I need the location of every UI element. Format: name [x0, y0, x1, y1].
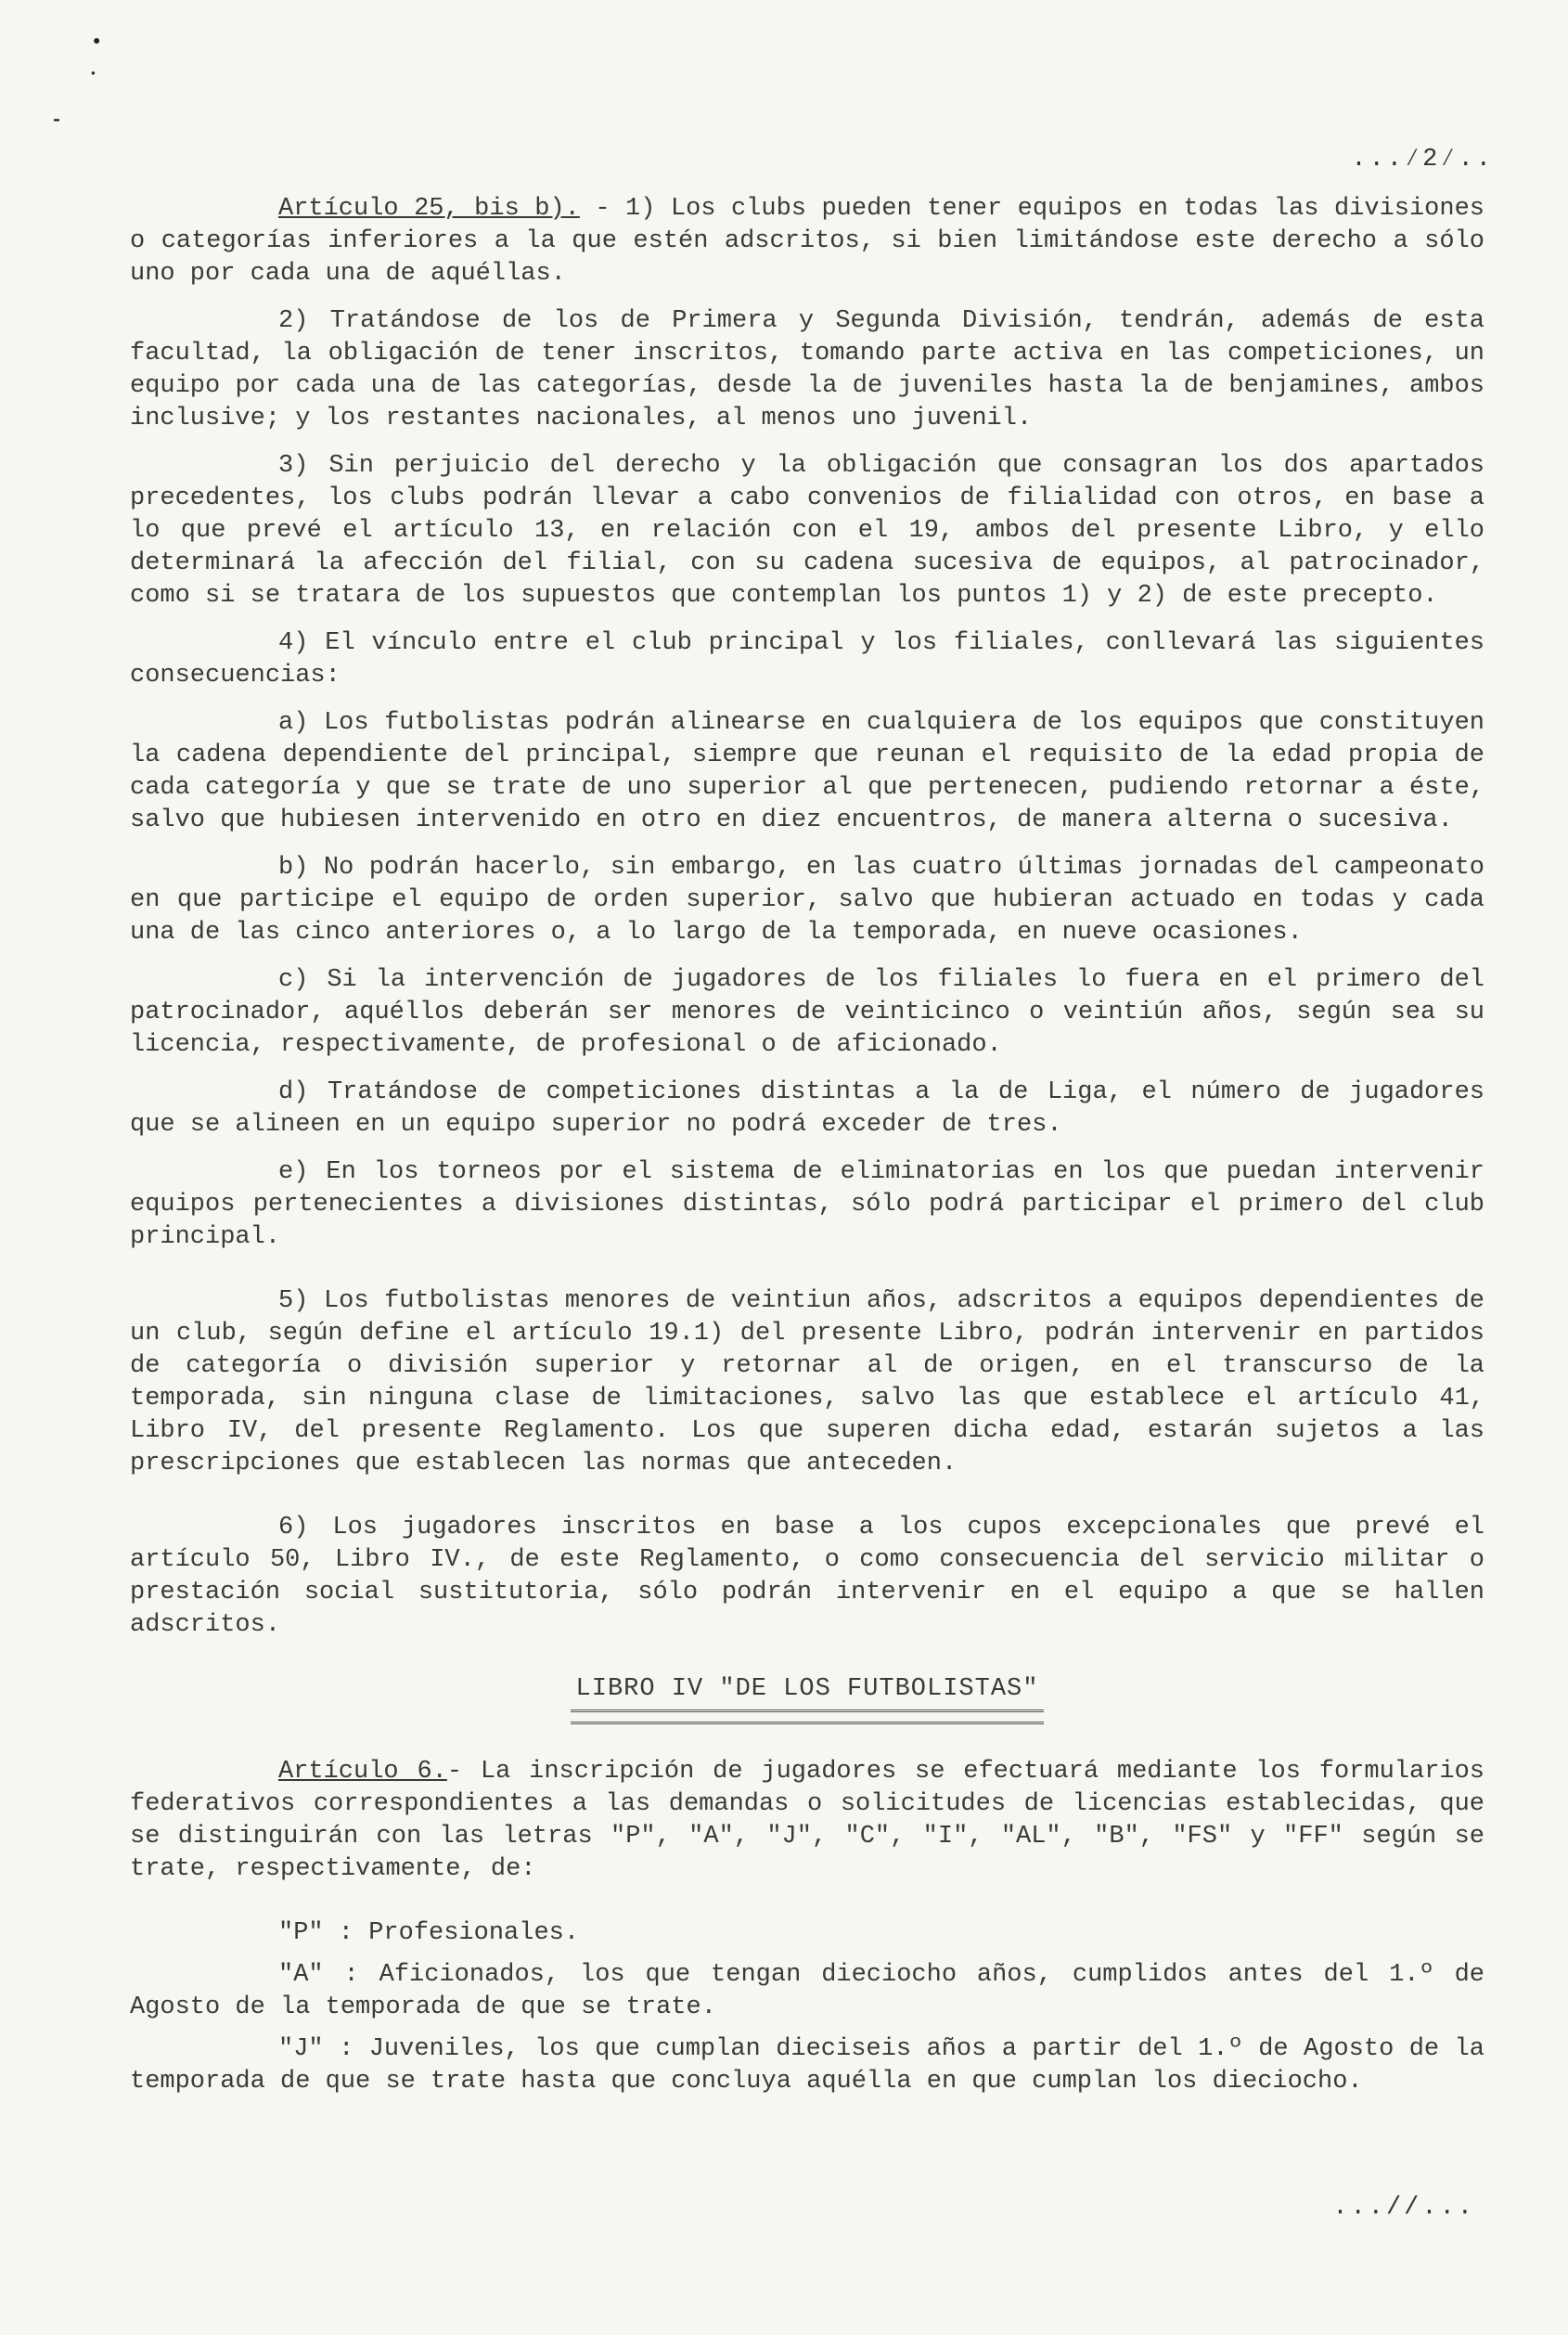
article-25-text: - 1) Los clubs pueden tener equipos en todas las divisiones o categorías inferiores a la que estén adscritos, si bien limitándose este derecho a sólo uno por cada una de aquéllas.	[130, 195, 1484, 288]
article-25-item-a: a) Los futbolistas podrán alinearse en cualquiera de los equipos que constituyen la cadena dependiente del principal, siempre que reunan el requisito de la edad propia de cada categoría y que se trate de uno superior al que pertenecen, pudiendo retornar a éste, salvo que hubiesen intervenido en otro en diez encuentros, de manera alterna o sucesiva.	[130, 709, 1484, 834]
article-25-item-d: d) Tratándose de competiciones distintas a la de Liga, el número de jugadores que se alineen en un equipo superior no podrá exceder de tres.	[130, 1078, 1484, 1139]
page-reference-bottom: ...//...	[1332, 2194, 1475, 2222]
article-25-paragraph-4: 4) El vínculo entre el club principal y los filiales, conllevará las siguientes consecuencias:	[130, 629, 1484, 690]
licence-code-item	[130, 2033, 1484, 2098]
speck-mark: ●	[93, 34, 101, 49]
licence-code-item	[130, 1917, 1484, 1950]
article-25-heading: Artículo 25, bis b).	[278, 195, 580, 223]
licence-code: "A" :	[278, 1961, 359, 1989]
book-title-double-underline	[571, 1709, 1044, 1724]
article-6-heading: Artículo 6.	[278, 1758, 447, 1786]
licence-code: "P" :	[278, 1919, 354, 1947]
article-25-paragraph-5: 5) Los futbolistas menores de veintiun años, adscritos a equipos dependientes de un club, según define el artículo 19.1) del presente Libro, podrán intervenir en partidos de categoría o división superior y retornar al de origen, en el transcurso de la temporada, sin ninguna clase de limitaciones, salvo las que establece el artículo 41, Libro IV, del presente Reglamento. Los que superen dicha edad, estarán sujetos a las prescripciones que establecen las normas que anteceden.	[130, 1287, 1484, 1477]
speck-mark: ●	[91, 70, 96, 78]
article-25-item-e: e) En los torneos por el sistema de eliminatorias en los que puedan intervenir equipos pertenecientes a divisiones distintas, sólo podrá participar el primero del club principal.	[130, 1158, 1484, 1251]
document-body	[130, 193, 1484, 2098]
article-25-paragraph-2: 2) Tratándose de los de Primera y Segunda División, tendrán, además de esta facultad, la obligación de tener inscritos, tomando parte activa en las competiciones, un equipo por cada una de las categorías, desde la de juveniles hasta la de benjamines, ambos inclusive; y los restantes nacionales, al menos uno juvenil.	[130, 307, 1484, 432]
licence-code-description: Aficionados, los que tengan dieciocho años, cumplidos antes del 1.º de Agosto de la temporada de que se trate.	[130, 1961, 1484, 2021]
licence-code-item	[130, 1959, 1484, 2024]
licence-code-description: Profesionales.	[353, 1919, 580, 1947]
article-6-text: - La inscripción de jugadores se efectuará mediante los formularios federativos correspondientes a las demandas o solicitudes de licencias establecidas, que se distinguirán con las letras "P", "A", "J", "C", "I", "AL", "B", "FS" y "FF" según se trate, respectivamente, de:	[130, 1758, 1485, 1883]
article-25-paragraph-1	[130, 193, 1484, 290]
licence-code: "J" :	[278, 2035, 354, 2063]
page-reference-top: ...∕2∕..	[1351, 146, 1494, 174]
speck-mark: ▬	[54, 115, 60, 125]
article-25-paragraph-6: 6) Los jugadores inscritos en base a los cupos excepcionales que prevé el artículo 50, Libro IV., de este Reglamento, o como consecuencia del servicio militar o prestación social sustitutoria, sólo podrán intervenir en el equipo a que se hallen adscritos.	[130, 1514, 1484, 1639]
book-title: LIBRO IV "DE LOS FUTBOLISTAS"	[575, 1675, 1039, 1703]
article-6-paragraph-1	[130, 1756, 1484, 1886]
licence-code-description: Juveniles, los que cumplan dieciseis años a partir del 1.º de Agosto de la temporada de que se trate hasta que concluya aquélla en que cumplan los dieciocho.	[130, 2035, 1484, 2096]
article-25-item-b: b) No podrán hacerlo, sin embargo, en las cuatro últimas jornadas del campeonato en que participe el equipo de orden superior, salvo que hubieran actuado en todas y cada una de las cinco anteriores o, a lo largo de la temporada, en nueve ocasiones.	[130, 854, 1484, 947]
article-25-paragraph-3: 3) Sin perjuicio del derecho y la obligación que consagran los dos apartados precedentes, los clubs podrán llevar a cabo convenios de filialidad con otros, en base a lo que prevé el artículo 13, en relación con el 19, ambos del presente Libro, y ello determinará la afección del filial, con su cadena sucesiva de equipos, al patrocinador, como si se tratara de los supuestos que contemplan los puntos 1) y 2) de este precepto.	[130, 452, 1484, 610]
article-25-item-c: c) Si la intervención de jugadores de los filiales lo fuera en el primero del patrocinador, aquéllos deberán ser menores de veinticinco o veintiún años, según sea su licencia, respectivamente, de profesional o de aficionado.	[130, 966, 1484, 1059]
